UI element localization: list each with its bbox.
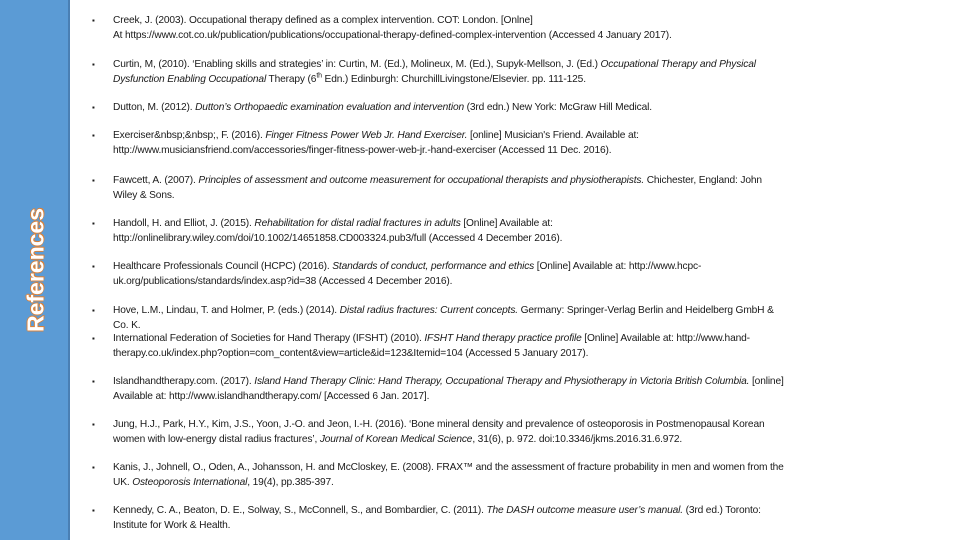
reference-line xyxy=(113,519,761,534)
reference-line xyxy=(113,144,639,159)
reference-line xyxy=(113,260,701,275)
bullet-icon: ▪ xyxy=(92,103,95,112)
reference-title-text: Occupational Therapy and Physical xyxy=(600,59,756,70)
reference-line xyxy=(113,275,701,290)
reference-text: [online] xyxy=(749,376,784,387)
bullet-icon: ▪ xyxy=(92,176,95,185)
reference-title-text: The DASH outcome measure user’s manual. xyxy=(486,505,683,516)
reference-line xyxy=(113,433,764,448)
reference-line xyxy=(113,461,784,476)
reference-text: http://www.musiciansfriend.com/accessories/finger-fitness-power-web-jr.-hand-exerciser (Accessed 11 Dec. 2016). xyxy=(113,144,612,156)
reference-text: Handoll, H. and Elliot, J. (2015). xyxy=(113,218,255,229)
bullet-icon: ▪ xyxy=(92,16,95,25)
reference-line xyxy=(113,232,562,247)
reference-text: [Online] Available at: http://www.hand- xyxy=(581,333,750,344)
reference-text: Edn.) Edinburgh: ChurchillLivingstone/Elsevier. pp. 111-125. xyxy=(321,73,586,85)
reference-title-text: Island Hand Therapy Clinic: Hand Therapy, Occupational Therapy and Physiotherapy in Victoria British Columbia. xyxy=(254,376,750,387)
bullet-icon: ▪ xyxy=(92,262,95,271)
reference-text: Curtin, M, (2010). ‘Enabling skills and strategies’ in: Curtin, M. (Ed.), Molineux, M. (Ed.), Supyk-Mellson, J. (Ed.) xyxy=(113,59,601,70)
reference-text: Available at: http://www.islandhandtherapy.com/ [Accessed 6 Jan. 2017]. xyxy=(113,390,430,402)
reference-line xyxy=(113,476,784,491)
reference-title-text: Journal of Korean Medical Science xyxy=(319,433,473,445)
reference-text: Creek, J. (2003). Occupational therapy defined as a complex intervention. COT: London. [Onlne] xyxy=(113,15,533,26)
reference-text: http://onlinelibrary.wiley.com/doi/10.1002/14651858.CD003324.pub3/full (Accessed 4 December 2016). xyxy=(113,232,563,244)
reference-line xyxy=(113,217,562,232)
reference-text: Wiley & Sons. xyxy=(113,189,175,201)
reference-text: Islandhandtherapy.com. (2017). xyxy=(113,376,255,387)
reference-text: [online] Musician's Friend. Available at: xyxy=(467,130,639,141)
reference-line xyxy=(113,347,750,362)
reference-line xyxy=(113,418,764,433)
reference-text: Kennedy, C. A., Beaton, D. E., Solway, S., McConnell, S., and Bombardier, C. (2011). xyxy=(113,505,487,516)
reference-text: Therapy (6 xyxy=(266,73,317,85)
reference-text: Jung, H.J., Park, H.Y., Kim, J.S., Yoon, J.-O. and Jeon, I.-H. (2016). ‘Bone mineral density and prevalence of osteoporosis in Postmenopausal Korean xyxy=(113,419,765,430)
reference-line xyxy=(113,73,756,88)
reference-line xyxy=(113,390,784,405)
reference-text: women with low-energy distal radius fractures’, xyxy=(113,433,320,445)
reference-title-text: Standards of conduct, performance and ethics xyxy=(332,261,535,272)
bullet-icon: ▪ xyxy=(92,334,95,343)
reference-title-text: Dysfunction Enabling Occupational xyxy=(113,73,267,85)
reference-text: th xyxy=(316,72,322,80)
reference-line xyxy=(113,375,784,390)
reference-line xyxy=(113,319,774,334)
reference-line xyxy=(113,304,774,319)
reference-line xyxy=(113,332,750,347)
reference-title-text: IFSHT Hand therapy practice profile xyxy=(424,333,582,344)
reference-line xyxy=(113,504,761,519)
reference-title-text: Distal radius fractures: Current concepts. xyxy=(339,305,518,316)
reference-title-text: Finger Fitness Power Web Jr. Hand Exerciser. xyxy=(265,130,468,141)
bullet-icon: ▪ xyxy=(92,306,95,315)
reference-text: Hove, L.M., Lindau, T. and Holmer, P. (eds.) (2014). xyxy=(113,305,340,316)
bullet-icon: ▪ xyxy=(92,506,95,515)
bullet-icon: ▪ xyxy=(92,463,95,472)
reference-text: Dutton, M. (2012). xyxy=(113,102,196,113)
reference-text: (3rd edn.) New York: McGraw Hill Medical. xyxy=(463,102,652,113)
bullet-icon: ▪ xyxy=(92,219,95,228)
reference-text: Co. K. xyxy=(113,319,141,331)
reference-text: , 31(6), p. 972. doi:10.3346/jkms.2016.31.6.972. xyxy=(472,433,683,445)
reference-line xyxy=(113,189,762,204)
reference-title-text: Dutton’s Orthopaedic examination evaluation and intervention xyxy=(195,102,464,113)
reference-title-text: Rehabilitation for distal radial fractures in adults xyxy=(254,218,461,229)
bullet-icon: ▪ xyxy=(92,60,95,69)
reference-line xyxy=(113,14,672,29)
reference-text: therapy.co.uk/index.php?option=com_content&view=article&id=123&Itemid=104 (Accessed 5 January 2017). xyxy=(113,347,589,359)
sidebar xyxy=(0,0,70,540)
reference-text: (3rd ed.) Toronto: xyxy=(682,505,761,516)
reference-line xyxy=(113,129,639,144)
bullet-icon: ▪ xyxy=(92,420,95,429)
reference-text: Fawcett, A. (2007). xyxy=(113,175,199,186)
reference-text: Germany: Springer-Verlag Berlin and Heidelberg GmbH & xyxy=(517,305,774,316)
reference-title-text: Principles of assessment and outcome measurement for occupational therapists and physiotherapists. xyxy=(198,175,645,186)
reference-text: Exerciser&nbsp;&nbsp;, F. (2016). xyxy=(113,130,266,141)
reference-text: , 19(4), pp.385-397. xyxy=(247,476,334,488)
reference-line xyxy=(113,29,672,44)
reference-text: Chichester, England: John xyxy=(644,175,762,186)
reference-text: [Online] Available at: http://www.hcpc- xyxy=(534,261,702,272)
reference-text: Kanis, J., Johnell, O., Oden, A., Johansson, H. and McCloskey, E. (2008). FRAX™ and the assessment of fracture probability in men and women from the xyxy=(113,462,784,473)
reference-text: Institute for Work & Health. xyxy=(113,519,231,531)
reference-text: [Online] Available at: xyxy=(460,218,553,229)
reference-line xyxy=(113,101,652,116)
reference-text: International Federation of Societies for Hand Therapy (IFSHT) (2010). xyxy=(113,333,425,344)
reference-text: Healthcare Professionals Council (HCPC) (2016). xyxy=(113,261,333,272)
reference-text: uk.org/publications/standards/index.asp?id=38 (Accessed 4 December 2016). xyxy=(113,275,453,287)
reference-line xyxy=(113,58,756,73)
reference-title-text: Osteoporosis International xyxy=(132,476,248,488)
bullet-icon: ▪ xyxy=(92,131,95,140)
page-title: References xyxy=(22,207,49,333)
bullet-icon: ▪ xyxy=(92,377,95,386)
reference-text: UK. xyxy=(113,476,133,488)
reference-text: At https://www.cot.co.uk/publication/publications/occupational-therapy-defined-complex-intervention (Accessed 4 January 2017). xyxy=(113,29,672,41)
reference-line xyxy=(113,174,762,189)
